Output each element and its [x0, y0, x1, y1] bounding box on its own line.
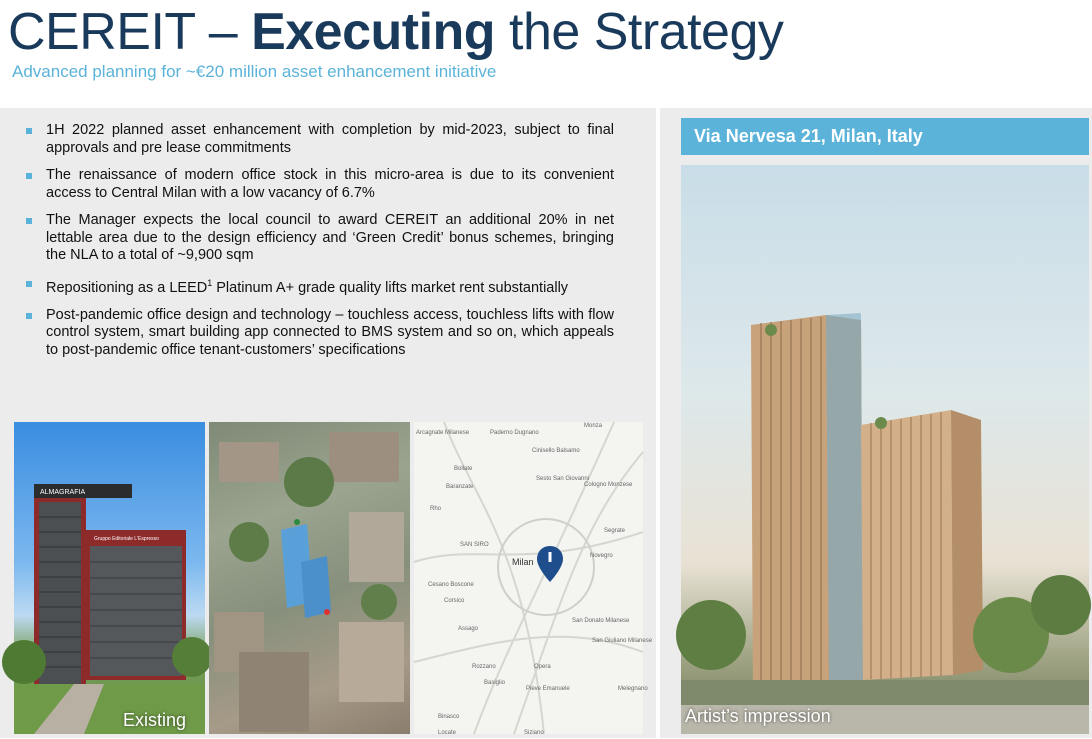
- footnote-marker: 1: [207, 277, 213, 288]
- existing-caption: Existing: [123, 710, 187, 730]
- svg-text:Binasco: Binasco: [438, 714, 460, 720]
- bullet-item: 1H 2022 planned asset enhancement with completion by mid-2023, subject to final approvals and pre lease commitments: [24, 122, 614, 157]
- svg-text:Arcagnate Milanese: Arcagnate Milanese: [416, 430, 470, 436]
- title-prefix: CEREIT –: [8, 3, 252, 61]
- svg-text:Milan: Milan: [512, 557, 534, 567]
- svg-text:Cinisello Balsamo: Cinisello Balsamo: [532, 448, 580, 454]
- svg-text:Monza: Monza: [584, 423, 603, 429]
- title-suffix: the Strategy: [495, 3, 784, 61]
- render-caption: Artist’s impression: [685, 706, 831, 726]
- svg-text:Locate: Locate: [438, 730, 457, 736]
- svg-text:Rozzano: Rozzano: [472, 664, 496, 670]
- bullet-marker: [26, 128, 32, 134]
- bullet-item: The renaissance of modern office stock in this micro-area is due to its convenient access to Central Milan with a low vacancy of 6.7%: [24, 167, 614, 202]
- bullet-marker: [26, 218, 32, 224]
- svg-text:Novegro: Novegro: [590, 553, 613, 559]
- existing-building-photo: [14, 422, 205, 734]
- svg-text:Segrate: Segrate: [604, 528, 626, 534]
- location-map: [414, 422, 653, 736]
- svg-text:Cesano Boscone: Cesano Boscone: [428, 582, 474, 588]
- svg-text:Bollate: Bollate: [454, 466, 473, 472]
- location-header: Via Nervesa 21, Milan, Italy: [681, 118, 1089, 155]
- svg-text:Siziano: Siziano: [524, 730, 544, 736]
- bullet-marker: [26, 313, 32, 319]
- artist-impression-render: [681, 165, 1089, 734]
- aerial-photo: [209, 422, 410, 734]
- existing-sign-top: ALMAGRAFIA: [40, 489, 86, 496]
- bullet-list: [24, 122, 614, 369]
- bullet-item: Repositioning as a LEED$^1$ Platinum A+ grade quality lifts market rent substantially: [24, 275, 614, 297]
- map-pin-icon: [537, 546, 563, 582]
- bullet-marker: [26, 281, 32, 287]
- page-subtitle: Advanced planning for ~€20 million asset enhancement initiative: [12, 62, 497, 81]
- svg-text:Sesto San Giovanni: Sesto San Giovanni: [536, 476, 590, 482]
- svg-text:Pieve Emanuele: Pieve Emanuele: [526, 686, 570, 692]
- svg-text:Baranzate: Baranzate: [446, 484, 474, 490]
- svg-text:Rho: Rho: [430, 506, 442, 512]
- page-title: [8, 2, 783, 62]
- svg-text:San Giuliano Milanese: San Giuliano Milanese: [592, 638, 653, 644]
- svg-text:Melegnano: Melegnano: [618, 686, 648, 692]
- svg-text:Paderno Dugnano: Paderno Dugnano: [490, 430, 539, 436]
- svg-text:Cologno Monzese: Cologno Monzese: [584, 482, 633, 488]
- bullet-item: Post-pandemic office design and technology – touchless access, touchless lifts with flow control system, smart building app connected to BMS system and so on, which appeals to post-pandemic office tenant-customers’ specifications: [24, 307, 614, 360]
- title-bold: Executing: [251, 3, 496, 61]
- svg-text:Corsico: Corsico: [444, 598, 465, 604]
- svg-text:SAN SIRO: SAN SIRO: [460, 542, 489, 548]
- svg-text:Assago: Assago: [458, 626, 479, 632]
- svg-text:Opera: Opera: [534, 664, 551, 670]
- existing-sign-mid: Gruppo Editoriale L'Espresso: [94, 536, 159, 542]
- svg-text:Basiglio: Basiglio: [484, 680, 506, 686]
- bullet-marker: [26, 173, 32, 179]
- bullet-item: The Manager expects the local council to award CEREIT an additional 20% in net lettable area due to the design efficiency and ‘Green Credit’ bonus schemes, bringing the NLA to a total of ~9,900 sqm: [24, 212, 614, 265]
- svg-text:San Donato Milanese: San Donato Milanese: [572, 618, 630, 624]
